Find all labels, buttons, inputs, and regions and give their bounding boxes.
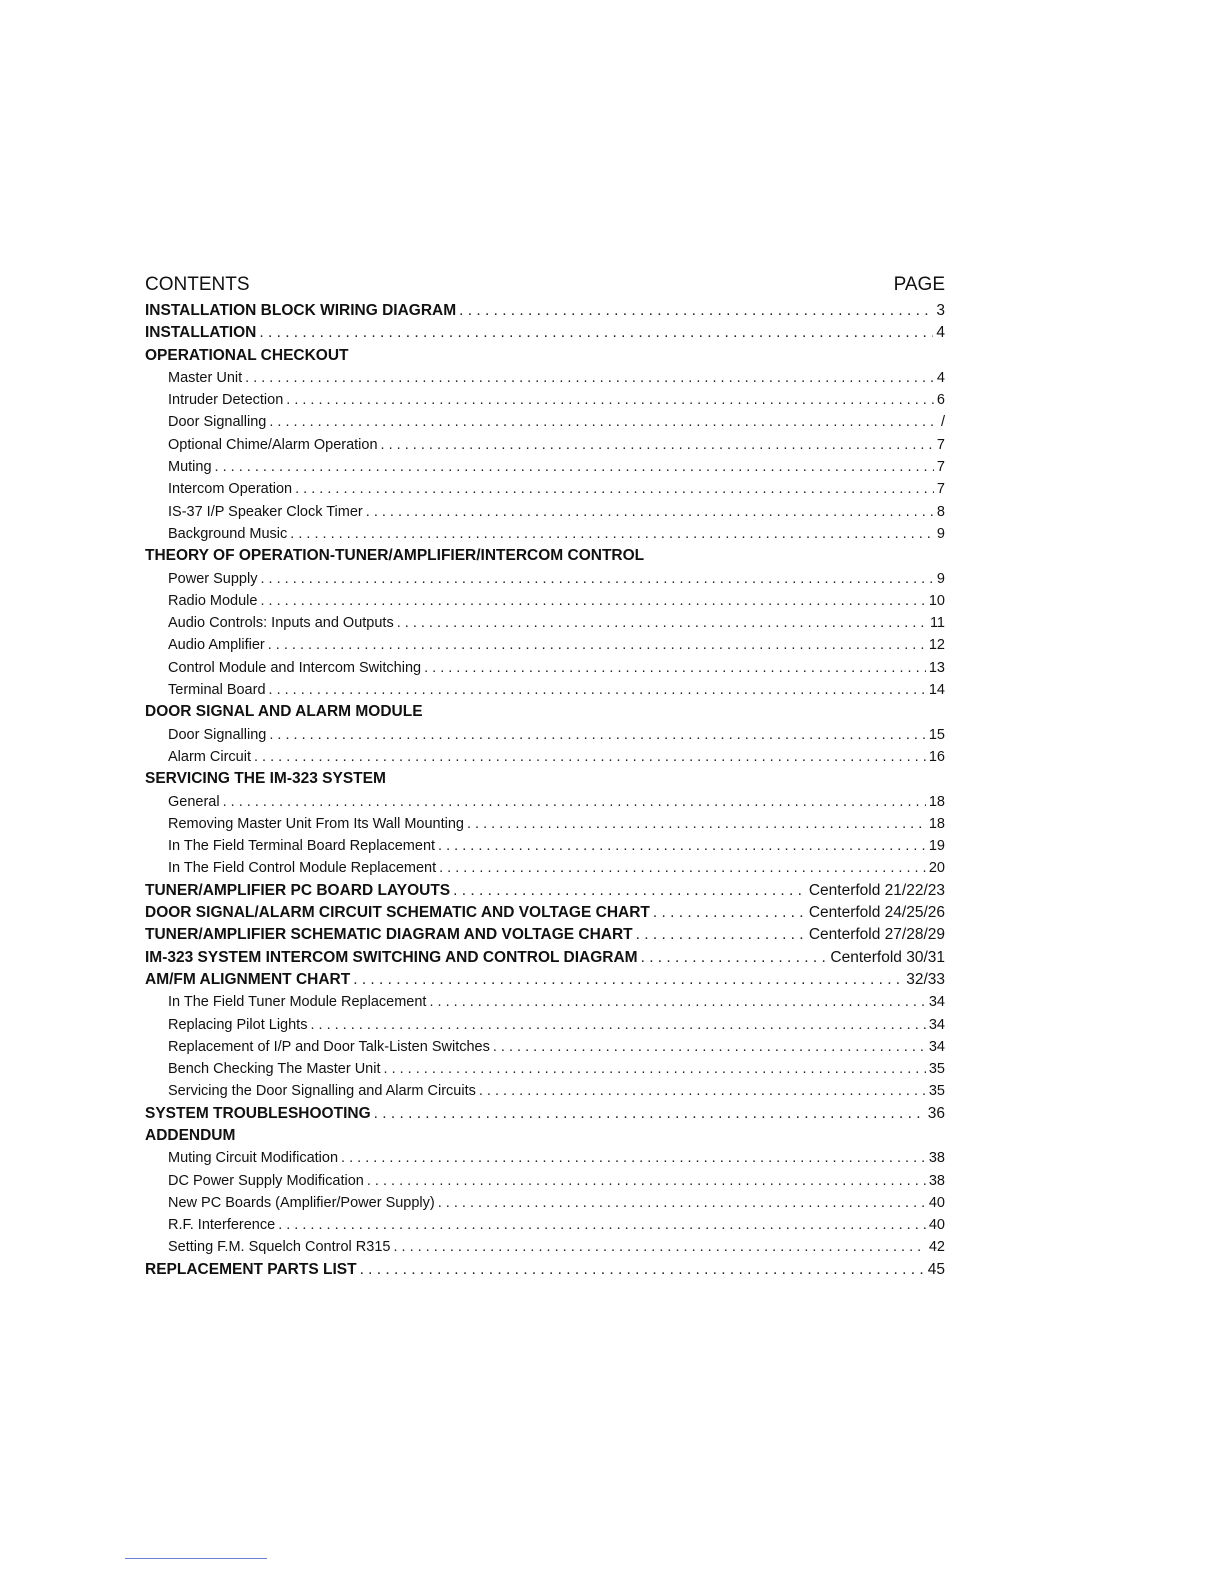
toc-entry-page: 12 (928, 637, 945, 654)
toc-entry-title: Background Music (168, 525, 288, 542)
dot-leader (366, 501, 934, 523)
dot-leader (286, 389, 934, 411)
toc-entry-title: SYSTEM TROUBLESHOOTING (145, 1104, 371, 1122)
toc-section-entry (145, 545, 945, 567)
dot-leader (269, 679, 926, 701)
toc-entry-title: In The Field Tuner Module Replacement (168, 994, 427, 1011)
toc-entry-page: 34 (928, 1016, 945, 1033)
toc-entry-title: SERVICING THE IM-323 SYSTEM (145, 770, 386, 788)
toc-section-entry (145, 924, 945, 946)
toc-subsection-entry (145, 389, 945, 411)
toc-entry-title: DOOR SIGNAL/ALARM CIRCUIT SCHEMATIC AND VOLTAGE CHART (145, 904, 650, 922)
toc-entry-title: Muting Circuit Modification (168, 1150, 339, 1167)
toc-subsection-entry (145, 1014, 945, 1036)
toc-subsection-entry (145, 456, 945, 478)
dot-leader (367, 1170, 926, 1192)
dot-leader (245, 367, 934, 389)
toc-entry-page: 13 (928, 659, 945, 676)
toc-entry-page: 3 (936, 302, 945, 319)
page-column-heading: PAGE (893, 274, 945, 295)
dot-leader (438, 835, 926, 857)
toc-entry-title: OPERATIONAL CHECKOUT (145, 346, 349, 364)
toc-entry-page: 38 (928, 1150, 945, 1167)
dot-leader (439, 857, 926, 879)
toc-entry-page: 11 (929, 615, 945, 632)
toc-entry-title: Intercom Operation (168, 481, 293, 498)
toc-entry-title: R.F. Interference (168, 1217, 276, 1234)
dot-leader (278, 1214, 926, 1236)
toc-entry-title: Power Supply (168, 570, 258, 587)
dot-leader (260, 590, 925, 612)
dot-leader (269, 411, 938, 433)
toc-entry-page: 42 (928, 1239, 945, 1256)
dot-leader (453, 880, 806, 902)
toc-entry-title: Terminal Board (168, 682, 266, 699)
dot-leader (260, 568, 933, 590)
dot-leader (479, 1080, 926, 1102)
toc-entry-title: DOOR SIGNAL AND ALARM MODULE (145, 703, 423, 721)
toc-entry-title: Master Unit (168, 369, 243, 386)
toc-section-entry (145, 1103, 945, 1125)
dot-leader (223, 791, 926, 813)
toc-entry-title: ADDENDUM (145, 1126, 236, 1144)
dot-leader (215, 456, 934, 478)
toc-entry-page: 40 (928, 1217, 945, 1234)
toc-entry-page: 34 (928, 1038, 945, 1055)
toc-subsection-entry (145, 679, 945, 701)
toc-subsection-entry (145, 523, 945, 545)
toc-entry-page: 40 (928, 1194, 945, 1211)
toc-entry-title: AM/FM ALIGNMENT CHART (145, 970, 351, 988)
toc-entry-title: TUNER/AMPLIFIER SCHEMATIC DIAGRAM AND VOLTAGE CHART (145, 926, 633, 944)
toc-entry-page: 8 (936, 503, 945, 520)
toc-entry-title: INSTALLATION (145, 324, 257, 342)
toc-entry-title: Replacement of I/P and Door Talk-Listen Switches (168, 1038, 490, 1055)
toc-subsection-entry (145, 1147, 945, 1169)
toc-section-entry (145, 300, 945, 322)
toc-entry-title: Setting F.M. Squelch Control R315 (168, 1239, 391, 1256)
toc-entry-page: 15 (928, 726, 945, 743)
toc-entry-title: Muting (168, 459, 212, 476)
toc-subsection-entry (145, 411, 945, 433)
toc-subsection-entry (145, 367, 945, 389)
toc-entry-title: New PC Boards (Amplifier/Power Supply) (168, 1194, 435, 1211)
dot-leader (424, 657, 926, 679)
toc-subsection-entry (145, 612, 945, 634)
toc-entry-title: Audio Amplifier (168, 637, 265, 654)
dot-leader (353, 969, 903, 991)
toc-entry-title: Alarm Circuit (168, 748, 251, 765)
toc-entry-page: 16 (928, 748, 945, 765)
toc-subsection-entry (145, 478, 945, 500)
toc-section-entry (145, 768, 945, 790)
toc-entry-page: Centerfold 21/22/23 (808, 881, 945, 899)
toc-entry-page: 19 (928, 838, 945, 855)
toc-entry-title: THEORY OF OPERATION-TUNER/AMPLIFIER/INTERCOM CONTROL (145, 547, 645, 565)
toc-entry-page: 20 (928, 860, 945, 877)
toc-entry-page: 7 (936, 459, 945, 476)
toc-entry-title: Audio Controls: Inputs and Outputs (168, 615, 394, 632)
toc-section-entry (145, 947, 945, 969)
toc-subsection-entry (145, 1036, 945, 1058)
toc-entry-page: 14 (928, 682, 945, 699)
toc-subsection-entry (145, 1236, 945, 1258)
toc-subsection-entry (145, 1058, 945, 1080)
dot-leader (290, 523, 934, 545)
contents-header (145, 268, 945, 296)
toc-entry-page: / (940, 414, 945, 431)
dot-leader (254, 746, 926, 768)
toc-subsection-entry (145, 857, 945, 879)
toc-section-entry (145, 902, 945, 924)
dot-leader (384, 1058, 926, 1080)
contents-heading: CONTENTS (145, 274, 250, 295)
dot-leader (341, 1147, 926, 1169)
dot-leader (438, 1192, 926, 1214)
toc-entry-page: 45 (927, 1260, 945, 1278)
dot-leader (268, 634, 926, 656)
toc-entry-page: 4 (936, 369, 945, 386)
toc-entry-title: General (168, 793, 220, 810)
dot-leader (459, 300, 933, 322)
toc-entry-page: 9 (936, 570, 945, 587)
dot-leader (397, 612, 927, 634)
toc-entry-page: 7 (936, 436, 945, 453)
toc-entry-page: 34 (928, 994, 945, 1011)
toc-entry-title: Radio Module (168, 592, 258, 609)
toc-entry-title: INSTALLATION BLOCK WIRING DIAGRAM (145, 302, 457, 319)
toc-entry-page: 4 (936, 324, 945, 342)
dot-leader (467, 813, 926, 835)
dot-leader (429, 991, 925, 1013)
toc-subsection-entry (145, 590, 945, 612)
toc-entry-page: 9 (936, 525, 945, 542)
toc-subsection-entry (145, 813, 945, 835)
toc-subsection-entry (145, 835, 945, 857)
toc-subsection-entry (145, 1214, 945, 1236)
dot-leader (636, 924, 806, 946)
toc-entry-title: REPLACEMENT PARTS LIST (145, 1260, 357, 1278)
toc-entry-page: Centerfold 24/25/26 (808, 904, 945, 922)
dot-leader (381, 434, 934, 456)
contents-page (145, 268, 945, 1281)
toc-entry-page: 36 (927, 1104, 945, 1122)
toc-subsection-entry (145, 501, 945, 523)
toc-entry-title: Replacing Pilot Lights (168, 1016, 308, 1033)
toc-entry-title: Bench Checking The Master Unit (168, 1061, 381, 1078)
toc-entry-page: Centerfold 30/31 (830, 948, 945, 966)
toc-entry-title: In The Field Control Module Replacement (168, 860, 437, 877)
toc-subsection-entry (145, 634, 945, 656)
dot-leader (653, 902, 806, 924)
toc-section-entry (145, 322, 945, 344)
toc-section-entry (145, 880, 945, 902)
toc-entry-page: 18 (928, 793, 945, 810)
toc-subsection-entry (145, 434, 945, 456)
toc-entry-page: 7 (936, 481, 945, 498)
dot-leader (360, 1259, 925, 1281)
toc-entry-title: Control Module and Intercom Switching (168, 659, 422, 676)
toc-entry-title: Servicing the Door Signalling and Alarm Circuits (168, 1083, 476, 1100)
toc-entry-page: 6 (936, 392, 945, 409)
dot-leader (374, 1103, 925, 1125)
dot-leader (493, 1036, 926, 1058)
toc-entry-title: In The Field Terminal Board Replacement (168, 838, 436, 855)
toc-entry-title: DC Power Supply Modification (168, 1172, 364, 1189)
toc-entry-title: IS-37 I/P Speaker Clock Timer (168, 503, 363, 520)
toc-entry-page: Centerfold 27/28/29 (808, 926, 945, 944)
toc-entry-title: Optional Chime/Alarm Operation (168, 436, 378, 453)
dot-leader (259, 322, 933, 344)
toc-subsection-entry (145, 1192, 945, 1214)
toc-subsection-entry (145, 791, 945, 813)
dot-leader (295, 478, 934, 500)
dot-leader (641, 947, 828, 969)
toc-section-entry (145, 1259, 945, 1281)
dot-leader (310, 1014, 925, 1036)
dot-leader (393, 1236, 925, 1258)
toc-subsection-entry (145, 724, 945, 746)
toc-subsection-entry (145, 568, 945, 590)
table-of-contents (145, 300, 945, 1281)
toc-entry-page: 35 (928, 1061, 945, 1078)
footer-rule (125, 1558, 267, 1559)
toc-subsection-entry (145, 1170, 945, 1192)
toc-subsection-entry (145, 746, 945, 768)
toc-subsection-entry (145, 991, 945, 1013)
toc-entry-page: 18 (928, 815, 945, 832)
toc-entry-page: 10 (928, 592, 945, 609)
toc-section-entry (145, 701, 945, 723)
toc-subsection-entry (145, 1080, 945, 1102)
dot-leader (269, 724, 926, 746)
toc-entry-page: 32/33 (906, 970, 945, 988)
toc-entry-title: IM-323 SYSTEM INTERCOM SWITCHING AND CONTROL DIAGRAM (145, 948, 638, 966)
toc-entry-title: Removing Master Unit From Its Wall Mounting (168, 815, 464, 832)
toc-section-entry (145, 345, 945, 367)
toc-entry-title: Door Signalling (168, 414, 267, 431)
toc-entry-title: Door Signalling (168, 726, 267, 743)
toc-subsection-entry (145, 657, 945, 679)
toc-section-entry (145, 1125, 945, 1147)
toc-entry-page: 35 (928, 1083, 945, 1100)
toc-entry-page: 38 (928, 1172, 945, 1189)
toc-entry-title: Intruder Detection (168, 392, 284, 409)
toc-section-entry (145, 969, 945, 991)
toc-entry-title: TUNER/AMPLIFIER PC BOARD LAYOUTS (145, 881, 451, 899)
